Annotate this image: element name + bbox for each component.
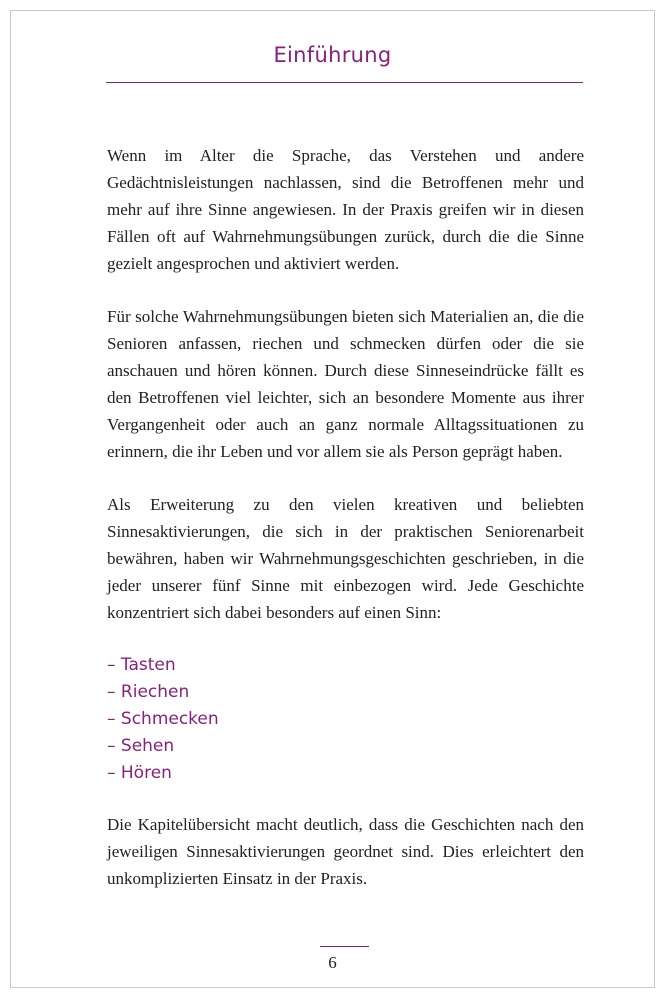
sense-item-schmecken: – Schmecken: [107, 709, 219, 729]
sense-item-sehen: – Sehen: [107, 736, 175, 756]
paragraph-stories: Als Erweiterung zu den vielen kreativen und beliebten Sinnesaktivierungen, die sich in der praktischen Seniorenarbeit bewähren, haben wir Wahrnehmungsgeschichten geschrieben, in die jeder unserer fünf Sinne mit einbezogen wird. Jede Geschichte konzentriert sich dabei besonders auf einen Sinn:: [107, 495, 584, 622]
page-number: 6: [328, 953, 337, 972]
title-divider: [106, 82, 583, 83]
page-title: Einführung: [273, 43, 392, 67]
sense-item-tasten: – Tasten: [107, 655, 176, 675]
paragraph-intro: Wenn im Alter die Sprache, das Verstehen und andere Gedächtnisleistungen nachlassen, sind die Betroffenen mehr und mehr auf ihre Sinne angewiesen. In der Praxis greifen wir in diesen Fällen oft auf Wahrnehmungsübungen zurück, durch die die Sinne gezielt angesprochen und aktiviert werden.: [107, 146, 584, 273]
paragraph-materials: Für solche Wahrnehmungsübungen bieten sich Materialien an, die die Senioren anfassen, riechen und schmecken dürfen oder die sie anschauen und hören können. Durch diese Sinneseindrücke fällt es den Betroffenen viel leichter, sich an besondere Momente aus ihrer Vergangenheit oder auch an ganz normale Alltagssituationen zu erinnern, die ihr Leben und vor allem sie als Person geprägt haben.: [107, 307, 584, 461]
sense-item-hoeren: – Hören: [107, 763, 172, 783]
sense-item-riechen: – Riechen: [107, 682, 190, 702]
paragraph-overview: Die Kapitelübersicht macht deutlich, dass die Geschichten nach den jeweiligen Sinnesaktivierungen geordnet sind. Dies erleichtert den unkomplizierten Einsatz in der Praxis.: [107, 815, 584, 888]
page: [10, 10, 655, 988]
senses-list: [107, 652, 219, 787]
footer-divider: [320, 946, 369, 947]
